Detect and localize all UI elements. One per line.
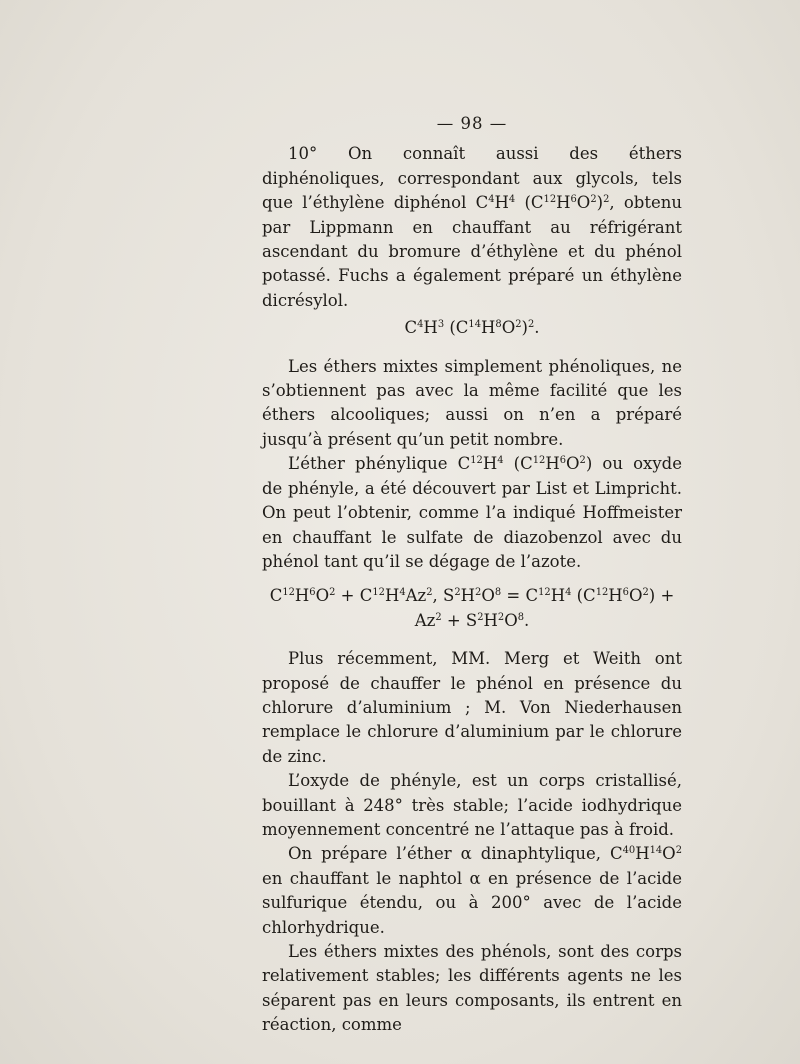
paragraph-mixed-ethers: Les éthers mixtes simplement phénoliques, ne s’obtiennent pas avec la même facilité que les éthers alcooliques; aussi on n’en a préparé jusqu’à présent qu’un petit nombre. xyxy=(262,356,682,449)
text-block xyxy=(262,112,682,1038)
paragraph-dinaphthyl-ether: On prépare l’éther α dinaphtylique, $C^{40}H^{14}O^2$ en chauffant le naphtol α en présence de l’acide sulfurique étendu, ou à 200° avec de l’acide chlorhydrique. xyxy=(262,844,682,937)
formula-phenyl-ether-reaction: $C^{12}H^6O^2 + C^{12}H^4Az^2$, $S^2H^2O^8 = C^{12}H^4$ $(C^{12}H^6O^2)$ + $Az^2 + S^2H^2O^8$. xyxy=(269,586,675,630)
paragraph-phenyl-oxide-properties: L’oxyde de phényle, est un corps cristallisé, bouillant à 248° très stable; l’acide iodhydrique moyennement concentré ne l’attaque pas à froid. xyxy=(262,771,682,839)
paragraph-diphenol-ethers: 10° On connaît aussi des éthers diphénoliques, correspondant aux glycols, tels que l’éthylène diphénol $C^4H^4$ $(C^{12}H^6O^2)^2$, obtenu par Lippmann en chauffant au réfrigérant ascendant du bromure d’éthylène et du phénol potassé. Fuchs a également préparé un éthylène dicrésylol. xyxy=(262,144,682,310)
paragraph-phenyl-ether: L’éther phénylique $C^{12}H^4$ $(C^{12}H^6O^2)$ ou oxyde de phényle, a été découvert par List et Limpricht. On peut l’obtenir, comme l’a indiqué Hoffmeister en chauffant le sulfate de diazobenzol avec du phénol tant qu’il se dégage de l’azote. xyxy=(262,454,682,571)
paragraph-stability: Les éthers mixtes des phénols, sont des corps relativement stables; les différents agents ne les séparent pas en leurs composants, ils entrent en réaction, comme xyxy=(262,942,682,1035)
paragraph-merg-weith: Plus récemment, MM. Merg et Weith ont proposé de chauffer le phénol en présence du chlorure d’aluminium ; M. Von Niederhausen remplace le chlorure d’aluminium par le chlorure de zinc. xyxy=(262,649,682,766)
page-number: — 98 — xyxy=(436,114,508,133)
formula-ethylene-dicresylol: $C^4H^3$ $(C^{14}H^8O^2)^2$. xyxy=(404,318,540,338)
